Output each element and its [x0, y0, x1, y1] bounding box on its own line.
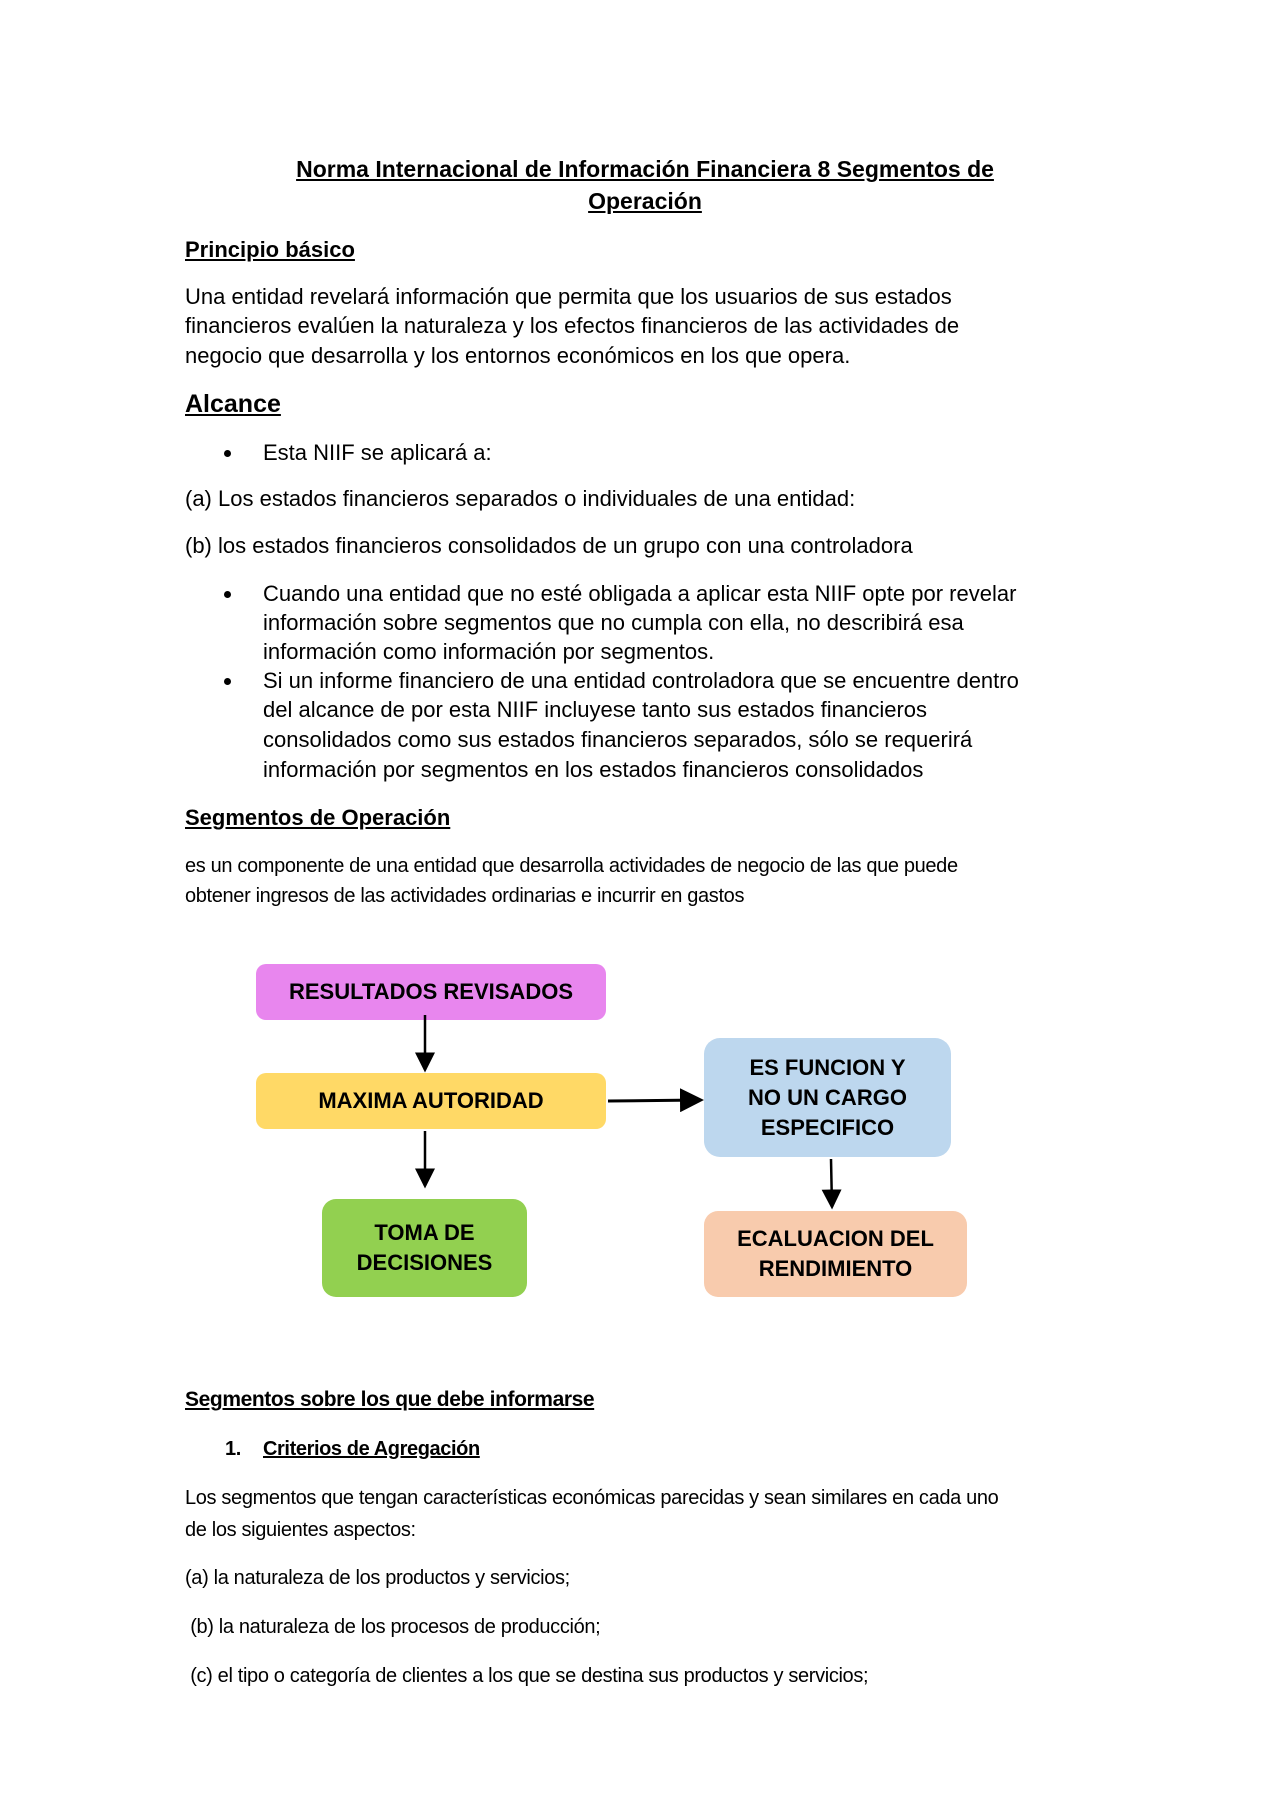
subheading-criterios: Criterios de Agregación	[263, 1438, 480, 1460]
paragraph-line: de los siguientes aspectos:	[185, 1519, 416, 1541]
heading-segmentos-operacion: Segmentos de Operación	[185, 805, 451, 830]
bullet-item: Esta NIIF se aplicará a:	[263, 440, 492, 465]
paragraph-line: Los segmentos que tengan características económicas parecidas y sean similares en cada uno	[185, 1487, 999, 1509]
box-label: RENDIMIENTO	[758, 1256, 913, 1281]
bullet-item-line: consolidados como sus estados financieros separados, sólo se requerirá	[263, 727, 973, 752]
bullet-item-line: Si un informe financiero de una entidad controladora que se encuentre dentro	[263, 668, 1019, 693]
list-number: 1.	[225, 1438, 241, 1460]
box-label: DECISIONES	[356, 1250, 493, 1275]
arrow-icon	[608, 1100, 701, 1101]
bullet-item-line: información sobre segmentos que no cumpla con ella, no describirá esa	[263, 610, 964, 635]
list-item-a: (a) la naturaleza de los productos y servicios;	[185, 1567, 570, 1589]
paragraph-line: es un componente de una entidad que desarrolla actividades de negocio de las que puede	[185, 855, 958, 877]
box-label: RESULTADOS REVISADOS	[289, 979, 573, 1004]
box-label: TOMA DE	[374, 1220, 475, 1245]
heading-segmentos-informarse: Segmentos sobre los que debe informarse	[185, 1388, 595, 1411]
box-label: ECALUACION DEL	[737, 1226, 934, 1251]
box-label: NO UN CARGO	[748, 1084, 907, 1110]
box-label: ESPECIFICO	[760, 1114, 895, 1140]
box-label: ES FUNCION Y	[749, 1054, 906, 1080]
bullet-item-line: Cuando una entidad que no esté obligada a aplicar esta NIIF opte por revelar	[263, 581, 1017, 606]
paragraph-line: financieros evalúen la naturaleza y los efectos financieros de las actividades de	[185, 313, 960, 338]
list-item-b: (b) la naturaleza de los procesos de producción;	[185, 1616, 601, 1638]
arrow-icon	[831, 1159, 832, 1207]
list-item-c: (c) el tipo o categoría de clientes a los que se destina sus productos y servicios;	[185, 1665, 869, 1687]
bullet-item-line: información por segmentos en los estados financieros consolidados	[263, 757, 924, 782]
bullet-item-line: del alcance de por esta NIIF incluyese tanto sus estados financieros	[263, 697, 928, 722]
document-title-line1: Norma Internacional de Información Financiera 8 Segmentos de	[296, 156, 994, 182]
list-item-b: (b) los estados financieros consolidados de un grupo con una controladora	[185, 533, 913, 558]
box-label: MAXIMA AUTORIDAD	[318, 1088, 544, 1113]
paragraph-line: Una entidad revelará información que permita que los usuarios de sus estados	[185, 284, 952, 309]
paragraph-line: negocio que desarrolla y los entornos económicos en los que opera.	[185, 343, 851, 368]
heading-alcance: Alcance	[185, 390, 281, 418]
list-item-a: (a) Los estados financieros separados o individuales de una entidad:	[185, 486, 856, 511]
bullet-item-line: información como información por segmentos.	[263, 639, 715, 664]
heading-principio: Principio básico	[185, 237, 355, 262]
document-title-line2: Operación	[588, 188, 702, 214]
paragraph-line: obtener ingresos de las actividades ordinarias e incurrir en gastos	[185, 885, 745, 907]
